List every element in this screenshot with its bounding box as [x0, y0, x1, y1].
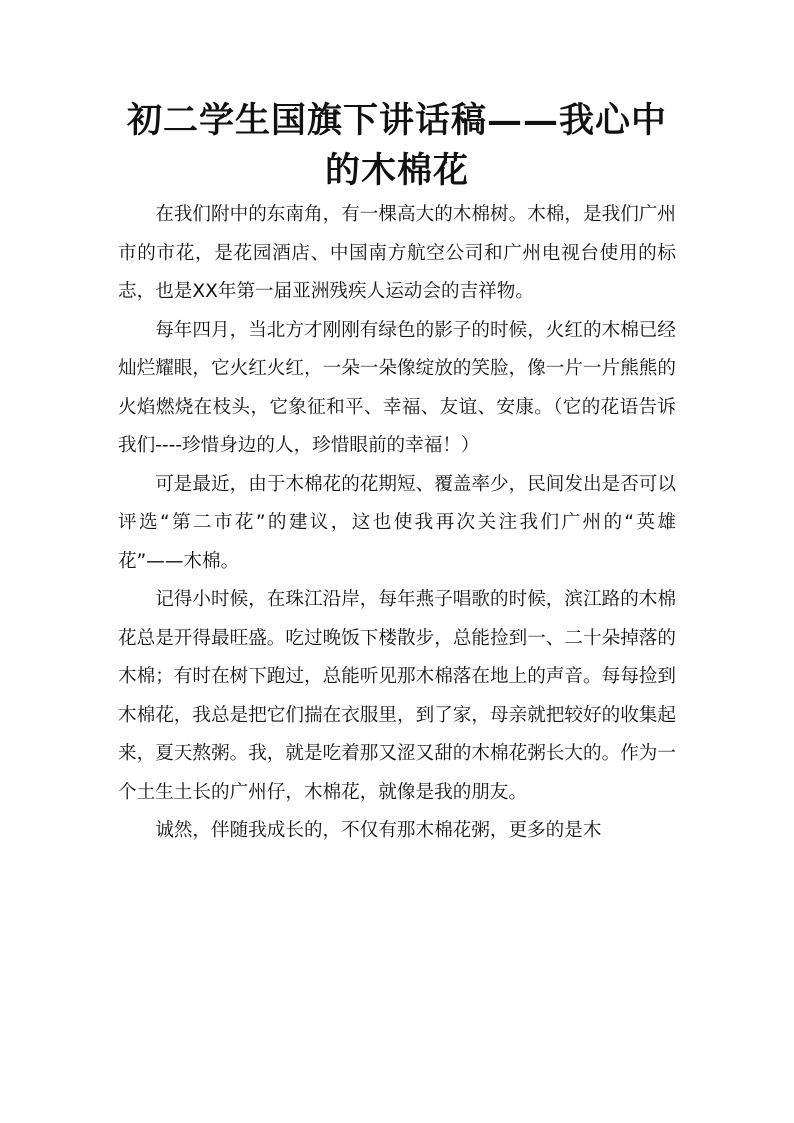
paragraph: 在我们附中的东南角，有一棵高大的木棉树。木棉，是我们广州市的市花，是花园酒店、中国南方航空公司和广州电视台使用的标志，也是XX年第一届亚洲残疾人运动会的吉祥物。: [118, 204, 676, 302]
paragraph: 记得小时候，在珠江沿岸，每年燕子唱歌的时候，滨江路的木棉花总是开得最旺盛。吃过晚饭下楼散步，总能捡到一、二十朵掉落的木棉；有时在树下跑过，总能听见那木棉落在地上的声音。每每捡到木棉花，我总是把它们揣在衣服里，到了家，母亲就把较好的收集起来，夏天熬粥。我，就是吃着那又涩又甜的木棉花粥长大的。作为一个土生土长的广州仔，木棉花，就像是我的朋友。: [118, 589, 676, 803]
paragraph: 每年四月，当北方才刚刚有绿色的影子的时候，火红的木棉已经灿烂耀眼，它火红火红，一朵一朵像绽放的笑脸，像一片一片熊熊的火焰燃烧在枝头，它象征和平、幸福、友谊、安康。（它的花语告诉我们----珍惜身边的人，珍惜眼前的幸福！）: [118, 319, 676, 456]
document-title: 初二学生国旗下讲话稿——我心中的木棉花: [126, 100, 667, 191]
paragraph: 诚然，伴随我成长的，不仅有那木棉花粥，更多的是木: [155, 820, 602, 841]
paragraph: 可是最近，由于木棉花的花期短、覆盖率少，民间发出是否可以评选“第二市花”的建议，这也使我再次关注我们广州的“英雄花”——木棉。: [118, 473, 676, 572]
document-body: [118, 196, 676, 851]
